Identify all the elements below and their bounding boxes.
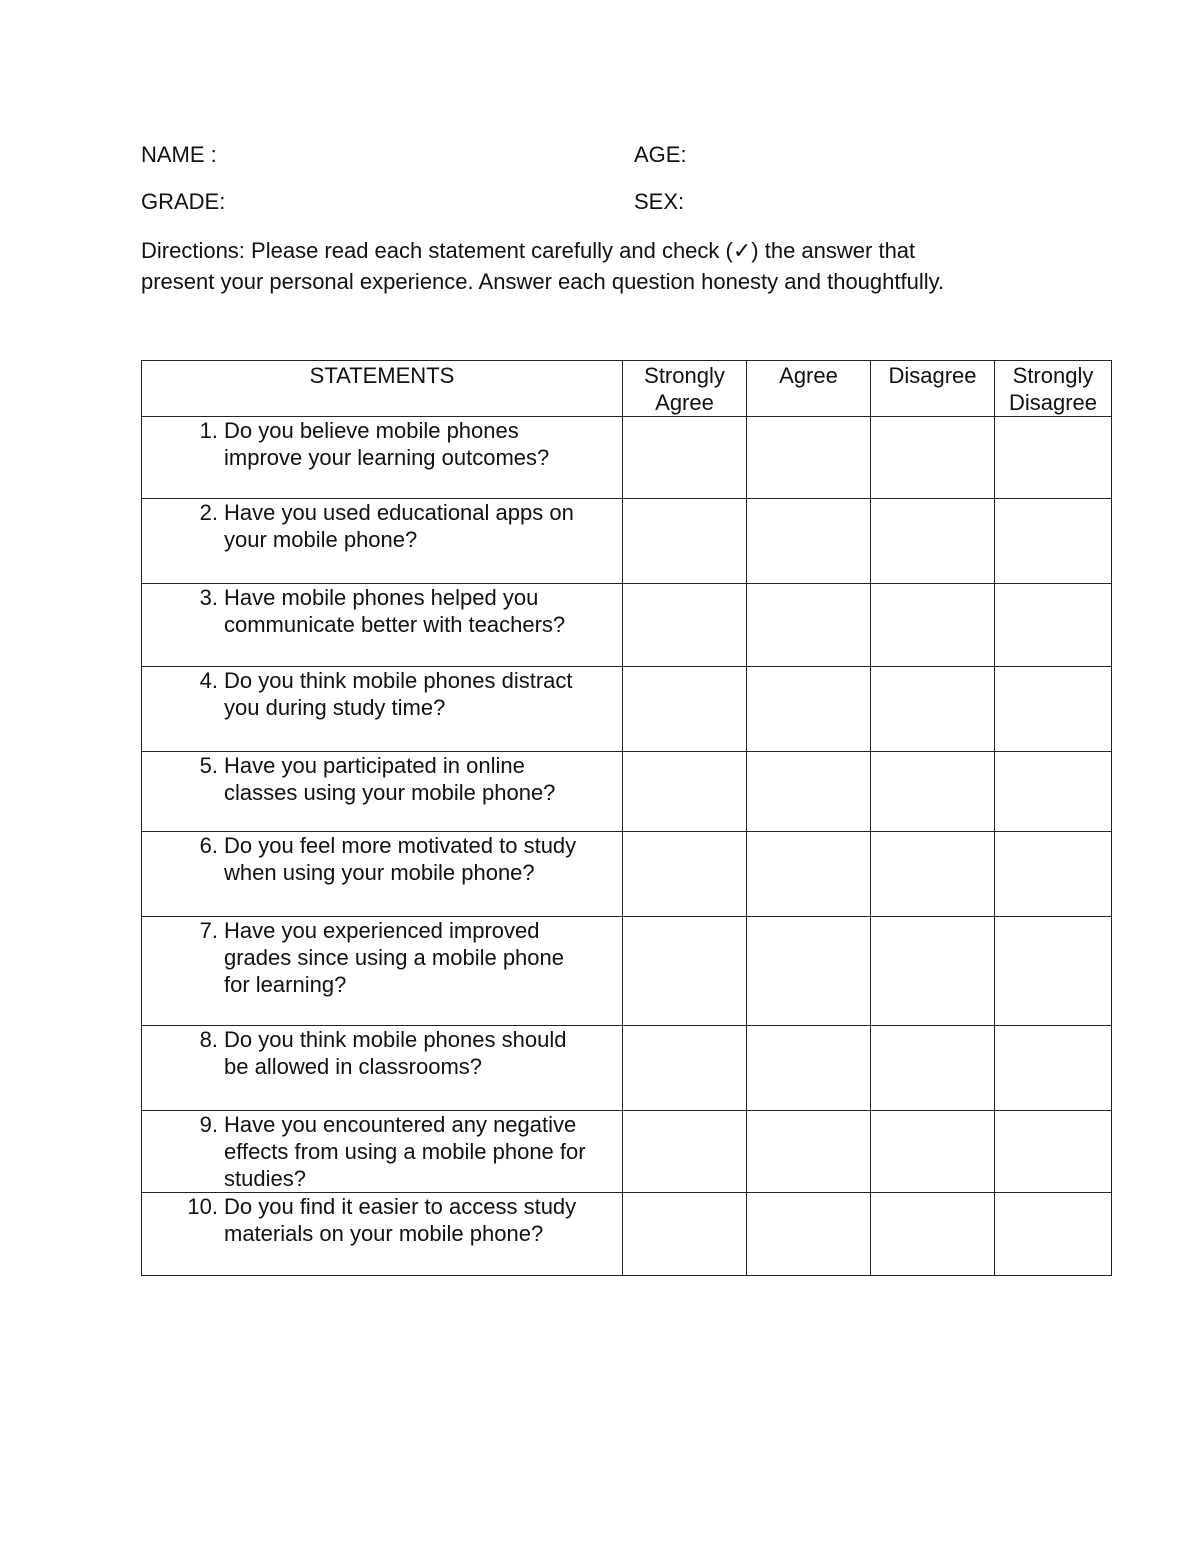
response-cell-strongly-disagree[interactable] bbox=[995, 584, 1112, 667]
response-cell-strongly-disagree[interactable] bbox=[995, 1026, 1112, 1111]
response-cell-disagree[interactable] bbox=[871, 917, 995, 1026]
statement-number: 3. bbox=[199, 585, 218, 610]
table-row bbox=[142, 584, 1112, 667]
response-cell-agree[interactable] bbox=[747, 499, 871, 584]
response-cell-strongly-agree[interactable] bbox=[623, 1111, 747, 1193]
statement-text: materials on your mobile phone? bbox=[224, 1221, 544, 1246]
col-header-disagree: Disagree bbox=[871, 361, 995, 417]
response-cell-strongly-agree[interactable] bbox=[623, 584, 747, 667]
response-cell-strongly-agree[interactable] bbox=[623, 499, 747, 584]
response-cell-agree[interactable] bbox=[747, 917, 871, 1026]
col-header-strongly-agree: Strongly Agree bbox=[623, 361, 747, 417]
col-header-strongly-disagree: Strongly Disagree bbox=[995, 361, 1112, 417]
table-row bbox=[142, 417, 1112, 499]
statement-text: Do you believe mobile phones bbox=[224, 418, 519, 443]
table-row bbox=[142, 499, 1112, 584]
response-cell-disagree[interactable] bbox=[871, 417, 995, 499]
table-row bbox=[142, 1026, 1112, 1111]
response-cell-strongly-agree[interactable] bbox=[623, 1193, 747, 1276]
statement-text: grades since using a mobile phone bbox=[224, 945, 565, 970]
directions-line-2: present your personal experience. Answer each question honesty and thoughtfully. bbox=[141, 269, 945, 294]
response-cell-agree[interactable] bbox=[747, 417, 871, 499]
response-cell-strongly-disagree[interactable] bbox=[995, 499, 1112, 584]
statement-number: 5. bbox=[199, 753, 218, 778]
table-row bbox=[142, 1193, 1112, 1276]
statement-text: for learning? bbox=[224, 972, 347, 997]
statement-text: effects from using a mobile phone for bbox=[224, 1139, 586, 1164]
response-cell-strongly-disagree[interactable] bbox=[995, 1193, 1112, 1276]
statement-number: 8. bbox=[199, 1027, 218, 1052]
table-row bbox=[142, 1111, 1112, 1193]
statement-cell bbox=[142, 917, 623, 1026]
header-row bbox=[142, 361, 1112, 417]
statement-text: you during study time? bbox=[224, 695, 446, 720]
statement-text: Have mobile phones helped you bbox=[224, 585, 539, 610]
response-cell-strongly-disagree[interactable] bbox=[995, 667, 1112, 752]
age-label: AGE: bbox=[634, 142, 687, 167]
response-cell-strongly-disagree[interactable] bbox=[995, 1111, 1112, 1193]
response-cell-disagree[interactable] bbox=[871, 1111, 995, 1193]
col-header-statements: STATEMENTS bbox=[142, 361, 623, 417]
response-cell-disagree[interactable] bbox=[871, 1193, 995, 1276]
statement-text: Do you find it easier to access study bbox=[224, 1194, 577, 1219]
response-cell-disagree[interactable] bbox=[871, 584, 995, 667]
table-row bbox=[142, 832, 1112, 917]
response-cell-agree[interactable] bbox=[747, 1193, 871, 1276]
response-cell-strongly-disagree[interactable] bbox=[995, 752, 1112, 832]
statement-text: Have you participated in online bbox=[224, 753, 525, 778]
statement-number: 9. bbox=[199, 1112, 218, 1137]
table-row bbox=[142, 752, 1112, 832]
statement-number: 4. bbox=[199, 668, 218, 693]
statement-cell bbox=[142, 1026, 623, 1111]
statement-text: classes using your mobile phone? bbox=[224, 780, 556, 805]
statement-cell bbox=[142, 667, 623, 752]
sex-label: SEX: bbox=[634, 189, 685, 214]
response-cell-strongly-agree[interactable] bbox=[623, 752, 747, 832]
response-cell-disagree[interactable] bbox=[871, 832, 995, 917]
survey-table bbox=[141, 360, 1112, 1276]
response-cell-strongly-agree[interactable] bbox=[623, 417, 747, 499]
statement-text: Have you used educational apps on bbox=[224, 500, 574, 525]
statement-text: communicate better with teachers? bbox=[224, 612, 566, 637]
response-cell-agree[interactable] bbox=[747, 584, 871, 667]
statement-text: Have you experienced improved bbox=[224, 918, 540, 943]
response-cell-strongly-agree[interactable] bbox=[623, 667, 747, 752]
response-cell-strongly-agree[interactable] bbox=[623, 917, 747, 1026]
statement-number: 10. bbox=[187, 1194, 218, 1219]
name-label: NAME : bbox=[141, 142, 217, 167]
statement-cell bbox=[142, 499, 623, 584]
statement-text: Do you think mobile phones distract bbox=[224, 668, 573, 693]
statement-text: be allowed in classrooms? bbox=[224, 1054, 483, 1079]
statement-cell bbox=[142, 417, 623, 499]
statement-cell bbox=[142, 584, 623, 667]
statement-text: Do you think mobile phones should bbox=[224, 1027, 567, 1052]
statement-cell bbox=[142, 832, 623, 917]
response-cell-agree[interactable] bbox=[747, 1111, 871, 1193]
statement-text: improve your learning outcomes? bbox=[224, 445, 550, 470]
directions bbox=[141, 235, 1041, 297]
response-cell-agree[interactable] bbox=[747, 1026, 871, 1111]
col-header-agree: Agree bbox=[747, 361, 871, 417]
response-cell-disagree[interactable] bbox=[871, 1026, 995, 1111]
response-cell-disagree[interactable] bbox=[871, 499, 995, 584]
statement-text: when using your mobile phone? bbox=[224, 860, 535, 885]
response-cell-strongly-agree[interactable] bbox=[623, 832, 747, 917]
response-cell-strongly-disagree[interactable] bbox=[995, 917, 1112, 1026]
response-cell-agree[interactable] bbox=[747, 752, 871, 832]
statement-cell bbox=[142, 1111, 623, 1193]
statement-text: Do you feel more motivated to study bbox=[224, 833, 577, 858]
response-cell-agree[interactable] bbox=[747, 667, 871, 752]
statement-number: 6. bbox=[199, 833, 218, 858]
response-cell-strongly-disagree[interactable] bbox=[995, 417, 1112, 499]
table-row bbox=[142, 667, 1112, 752]
response-cell-strongly-agree[interactable] bbox=[623, 1026, 747, 1111]
response-cell-strongly-disagree[interactable] bbox=[995, 832, 1112, 917]
response-cell-disagree[interactable] bbox=[871, 752, 995, 832]
grade-label: GRADE: bbox=[141, 189, 226, 214]
statement-cell bbox=[142, 752, 623, 832]
directions-line-1: Directions: Please read each statement carefully and check (✓) the answer that bbox=[141, 238, 916, 263]
statement-number: 7. bbox=[199, 918, 218, 943]
response-cell-disagree[interactable] bbox=[871, 667, 995, 752]
statement-text: studies? bbox=[224, 1166, 306, 1191]
response-cell-agree[interactable] bbox=[747, 832, 871, 917]
statement-text: your mobile phone? bbox=[224, 527, 418, 552]
statement-number: 2. bbox=[199, 500, 218, 525]
statement-cell bbox=[142, 1193, 623, 1276]
table-row bbox=[142, 917, 1112, 1026]
statement-text: Have you encountered any negative bbox=[224, 1112, 577, 1137]
statement-number: 1. bbox=[199, 418, 218, 443]
